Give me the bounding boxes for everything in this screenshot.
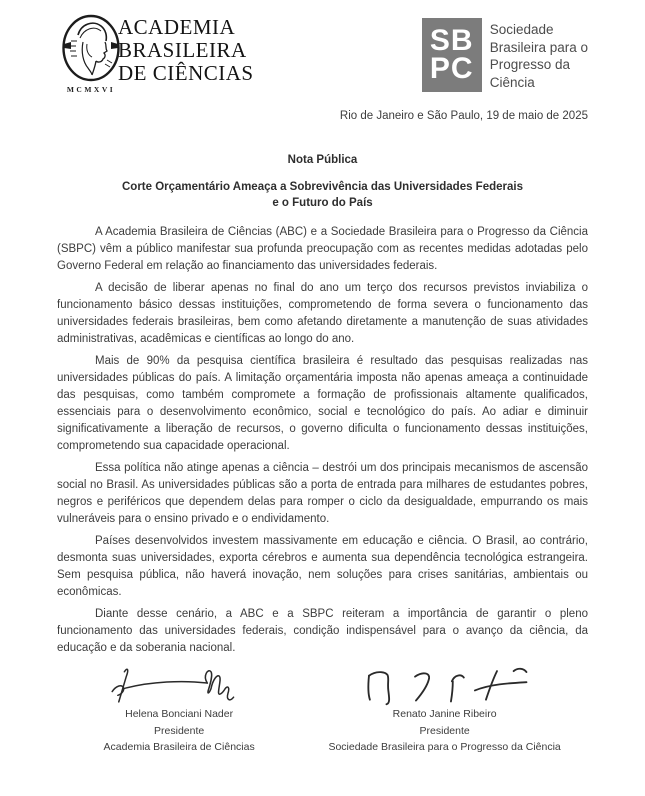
abc-name-line: BRASILEIRA bbox=[118, 38, 247, 62]
abc-logo-wordmark bbox=[118, 16, 254, 94]
document-title-line: Corte Orçamentário Ameaça a Sobrevivência das Universidades Federais bbox=[122, 181, 523, 193]
minerva-profile-medallion-icon bbox=[61, 14, 121, 84]
abc-name-line: ACADEMIA bbox=[118, 15, 236, 39]
abc-founding-year: MCMXVI bbox=[66, 85, 116, 94]
body-paragraph: Mais de 90% da pesquisa científica brasileira é resultado das pesquisas realizadas nas universidades públicas do país. A limitação orçamentária imposta não apenas ameaça a continuidade das pesquisas, como também compromete a formação de profissionais altamente qualificados, essenciais para o desenvolvimento econômico, social e tecnológico do país. Ao adiar e diminuir significativamente a liberação de recursos, o governo dificulta o funcionamento dessas instituições, comprometendo sua capacidade operacional. bbox=[57, 355, 588, 452]
signer-org: Sociedade Brasileira para o Progresso da Ciência bbox=[328, 741, 561, 753]
document-body bbox=[57, 224, 588, 657]
sbpc-name-line: Brasileira para o bbox=[489, 39, 588, 55]
signer-role: Presidente bbox=[419, 724, 470, 737]
sbpc-name-line: Sociedade bbox=[489, 22, 554, 37]
sbpc-name-line: Progresso da bbox=[489, 57, 570, 72]
signature-sbpc-president bbox=[301, 662, 588, 756]
document-kicker: Nota Pública bbox=[287, 154, 358, 166]
sbpc-acronym-line: SB bbox=[429, 24, 474, 57]
body-paragraph: Diante desse cenário, a ABC e a SBPC reiteram a importância de garantir o pleno funcionamento das universidades federais, condição indispensável para o avanço da ciência, da educação e da soberania nacional. bbox=[57, 608, 588, 654]
handwritten-signature-icon bbox=[57, 662, 301, 706]
sbpc-logo-wordmark bbox=[490, 21, 588, 92]
signature-block bbox=[57, 662, 588, 756]
sbpc-acronym-line: PC bbox=[429, 52, 474, 85]
signer-role: Presidente bbox=[154, 724, 205, 737]
body-paragraph: Essa política não atinge apenas a ciência – destrói um dos principais mecanismos de ascensão social no Brasil. As universidades públicas são a porta de entrada para milhares de estudantes pobres, negros e periféricos que dependem delas para romper o ciclo da desigualdade, empurrando os mais vulneráveis para o ensino privado e o endividamento. bbox=[57, 462, 588, 525]
dateline: Rio de Janeiro e São Paulo, 19 de maio de 2025 bbox=[339, 110, 588, 122]
signature-abc-president bbox=[57, 662, 301, 756]
sbpc-logo bbox=[422, 18, 588, 92]
sbpc-name-line: Ciência bbox=[489, 74, 535, 90]
document-title-line: e o Futuro do País bbox=[272, 197, 373, 209]
sbpc-acronym-square-icon bbox=[422, 18, 482, 92]
body-paragraph: A decisão de liberar apenas no final do ano um terço dos recursos previstos inviabiliza o funcionamento básico dessas instituições, comprometendo de forma severa o funcionamento das universidades federais brasileiras, bem como afetando diretamente a manutenção de suas atividades administrativas, acadêmicas e científicas ao longo do ano. bbox=[57, 282, 588, 345]
document-title bbox=[57, 179, 588, 211]
body-paragraph: Países desenvolvidos investem massivamente em educação e ciência. O Brasil, ao contrário, desmonta suas universidades, exporta cérebros e aumenta sua dependência tecnológica estrangeira. Sem pesquisa pública, não haverá inovação, nem soluções para crises sanitárias, ambientais ou econômicas. bbox=[57, 535, 588, 598]
abc-logo bbox=[59, 14, 254, 94]
signer-org: Academia Brasileira de Ciências bbox=[103, 741, 255, 753]
header bbox=[57, 14, 588, 94]
handwritten-signature-icon bbox=[301, 662, 588, 706]
abc-name-line: DE CIÊNCIAS bbox=[118, 61, 254, 85]
signer-name: Renato Janine Ribeiro bbox=[392, 708, 497, 720]
abc-medallion bbox=[59, 14, 123, 94]
signer-name: Helena Bonciani Nader bbox=[125, 708, 234, 720]
body-paragraph: A Academia Brasileira de Ciências (ABC) e a Sociedade Brasileira para o Progresso da Ciência (SBPC) vêm a público manifestar sua profunda preocupação com as recentes medidas adotadas pelo Governo Federal em relação ao financiamento das universidades federais. bbox=[57, 226, 588, 272]
